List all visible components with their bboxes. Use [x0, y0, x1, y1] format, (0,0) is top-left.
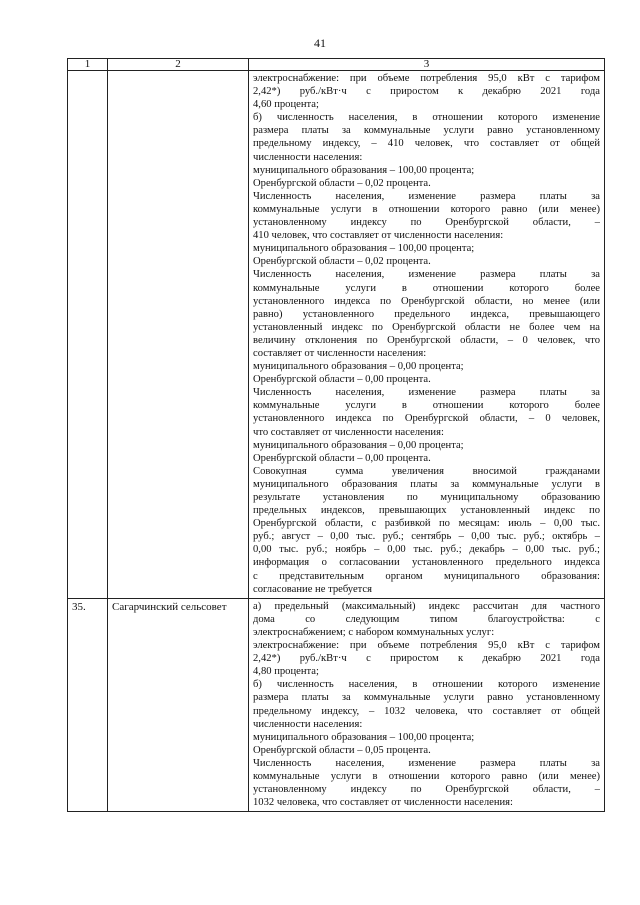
text-line: Оренбургской области – 0,00 процента. — [253, 374, 431, 386]
text-line: 2,42*) руб./кВт·ч с приростом к декабрю 2021 года — [253, 653, 600, 665]
text-line: б) численность населения, в отношении которого изменение — [253, 112, 600, 124]
text-line: Численность населения, изменение размера платы за — [253, 269, 600, 281]
text-line: муниципального образования – 0,00 процента; — [253, 361, 464, 373]
text-line: установленного индекса по Оренбургской области, но менее (или — [253, 295, 600, 307]
text-line: электроснабжением; с набором коммунальных услуг: — [253, 626, 495, 638]
row-number: 35. — [68, 598, 108, 812]
header-col-1: 1 — [68, 59, 108, 71]
table-header-row — [68, 59, 605, 71]
text-line: муниципального образования – 100,00 процента; — [253, 164, 475, 176]
text-line: установленному индексу по Оренбургской области, – — [253, 784, 600, 796]
text-line: Совокупная сумма увеличения вносимой гражданами — [253, 465, 600, 477]
text-line: коммунальные услуги в отношении которого равно (или менее) — [253, 770, 600, 782]
text-line: установленного индекса по Оренбургской области, – 0 человек, — [253, 413, 600, 425]
text-line: Численность населения, изменение размера платы за — [253, 757, 600, 769]
text-line: с представительным органом муниципального образования: — [253, 570, 600, 582]
text-line: размера платы за коммунальные услуги равно установленному — [253, 692, 600, 704]
text-line: а) предельный (максимальный) индекс рассчитан для частного — [253, 600, 600, 612]
text-line: Оренбургской области – 0,02 процента. — [253, 256, 431, 268]
text-line: информация о согласовании установленного предельного индекса — [253, 557, 600, 569]
text-line: равно) установленного предельного индекса, превышающего — [253, 308, 600, 320]
text-line: что составляет от численности населения: — [253, 426, 444, 438]
text-line: б) численность населения, в отношении которого изменение — [253, 679, 600, 691]
text-line: 2,42*) руб./кВт·ч с приростом к декабрю 2021 года — [253, 86, 600, 98]
text-line: муниципального образования платы за коммунальные услуги в — [253, 478, 600, 490]
municipality-name: Сагарчинский сельсовет — [108, 598, 249, 812]
text-line: дома со следующим типом благоустройства: с — [253, 613, 600, 625]
text-line: Оренбургской области, с разбивкой по месяцам: июль – 0,00 тыс. — [253, 518, 600, 530]
text-line: установленный индекс по Оренбургской области не более чем на — [253, 321, 600, 333]
text-line: размера платы за коммунальные услуги равно установленному — [253, 125, 600, 137]
text-line: руб.; август – 0,00 тыс. руб.; сентябрь – 0,00 тыс. руб.; октябрь – — [253, 531, 600, 543]
text-line: муниципального образования – 100,00 процента; — [253, 243, 475, 255]
text-line: коммунальные услуги в отношении которого равно (или менее) — [253, 203, 600, 215]
text-line: 1032 человека, что составляет от численности населения: — [253, 797, 513, 809]
text-line: электроснабжение: при объеме потребления 95,0 кВт с тарифом — [253, 640, 600, 652]
text-line: муниципального образования – 100,00 процента; — [253, 731, 475, 743]
text-line: предельных индексов, превышающих установленный индекс по — [253, 505, 600, 517]
text-line: численности населения: — [253, 151, 363, 163]
text-line: муниципального образования – 0,00 процента; — [253, 439, 464, 451]
document-table — [67, 58, 605, 812]
text-line: Численность населения, изменение размера платы за — [253, 387, 600, 399]
text-line: 4,60 процента; — [253, 99, 319, 111]
row-number — [68, 71, 108, 599]
text-line: коммунальные услуги в отношении которого более — [253, 282, 600, 294]
text-line: предельному индексу, – 1032 человека, что составляет от общей — [253, 705, 600, 717]
text-line: Оренбургской области – 0,05 процента. — [253, 744, 431, 756]
row-description — [249, 71, 605, 599]
header-col-3: 3 — [249, 59, 605, 71]
text-line: 410 человек, что составляет от численности населения: — [253, 230, 504, 242]
text-line: Оренбургской области – 0,00 процента. — [253, 452, 431, 464]
text-line: электроснабжение: при объеме потребления 95,0 кВт с тарифом — [253, 73, 600, 84]
text-line: составляет от численности населения: — [253, 347, 427, 359]
text-line: величину отклонения по Оренбургской области, – 0 человек, что — [253, 334, 600, 346]
header-col-2: 2 — [108, 59, 249, 71]
table-row — [68, 71, 605, 599]
text-line: 0,00 тыс. руб.; ноябрь – 0,00 тыс. руб.; декабрь – 0,00 тыс. руб.; — [253, 544, 600, 556]
text-line: установленному индексу по Оренбургской области, – — [253, 217, 600, 229]
text-line: Оренбургской области – 0,02 процента. — [253, 177, 431, 189]
text-line: 4,80 процента; — [253, 666, 319, 678]
text-line: результате установления по муниципальному образованию — [253, 492, 600, 503]
text-line: коммунальные услуги в отношении которого более — [253, 400, 600, 412]
text-line: предельному индексу, – 410 человек, что составляет от общей — [253, 138, 600, 150]
municipality-name — [108, 71, 249, 599]
table-row — [68, 598, 605, 812]
row-description — [249, 598, 605, 812]
text-line: Численность населения, изменение размера платы за — [253, 190, 600, 202]
page-number: 41 — [314, 36, 326, 50]
text-line: согласование не требуется — [253, 583, 373, 595]
text-line: численности населения: — [253, 718, 363, 730]
